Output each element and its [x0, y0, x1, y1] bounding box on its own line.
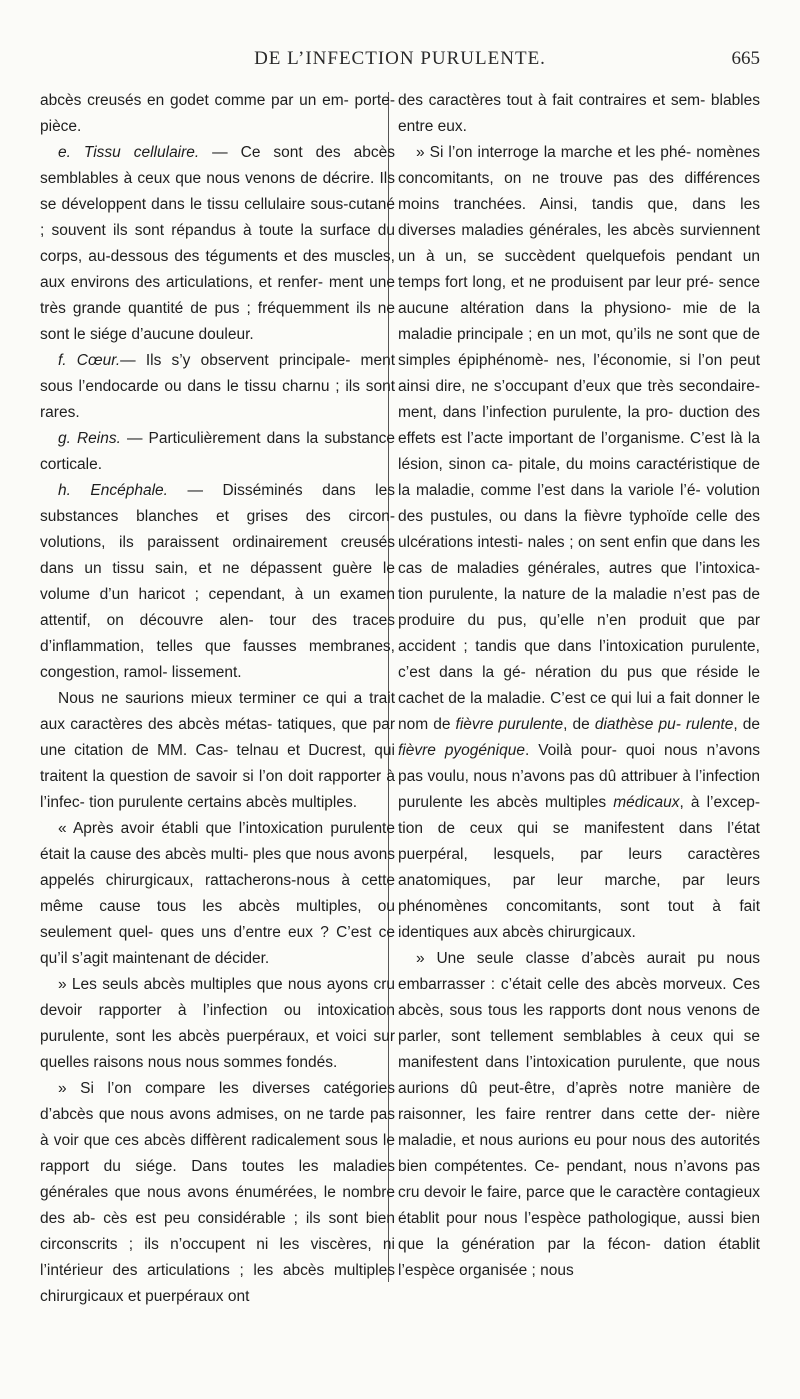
emphasis: fièvre pyogénique	[398, 742, 525, 759]
paragraph-coeur	[40, 348, 395, 426]
paragraph-text: , à l’excep- tion de ceux qui se manifestent dans l’état puerpéral, lesquels, par leurs caractères anatomiques, par leur marche, par leurs phénomènes concomitants, sont tout à fait identiques aux abcès chirurgicaux.	[398, 794, 760, 941]
emphasis: médicaux	[613, 794, 680, 811]
paragraph: » Les seuls abcès multiples que nous ayons cru devoir rapporter à l’infection ou intoxication purulente, sont les abcès puerpéraux, et voici sur quelles raisons nous nous sommes fondés.	[40, 976, 395, 1071]
paragraph: » Si l’on compare les diverses catégories d’abcès que nous avons admises, on ne tarde pas à voir que ces abcès diffèrent radicalement sous le rapport du siége. Dans toutes les maladies générales que nous avons énumérées, le nombre des ab- cès est peu considérable ; ils sont bien circonscrits ; ils n’occupent ni les viscères, ni l’intérieur des articulations ; les abcès multiples chirurgicaux et puerpéraux ont	[40, 1080, 395, 1305]
page-title: DE L’INFECTION PURULENTE.	[254, 48, 546, 69]
paragraph: » Une seule classe d’abcès aurait pu nous embarrasser : c’était celle des abcès morveux. Ces abcès, sous tous les rapports dont nous venons de parler, sont tellement semblables à ceux qui se manifestent dans l’intoxication purulente, que nous aurions dû peut-être, d’après notre manière de raisonner, les faire rentrer dans cette der- nière maladie, et nous aurions eu pour nous des autorités bien compétentes. Ce- pendant, nous n’avons pas cru devoir le faire, parce que le caractère contagieux établit pour nous l’espèce pathologique, aussi bien que la génération par la fécon- dation établit l’espèce organisée ; nous	[398, 950, 760, 1279]
paragraph-text: » Si l’on interroge la marche et les phé- nomènes concomitants, on ne trouve pas des différences moins tranchées. Ainsi, tandis que, dans les diverses maladies générales, les abcès surviennent un à un, se succèdent quelquefois pendant un temps fort long, et ne produisent par leur pré- sence aucune altération dans la physiono- mie de la maladie principale ; en un mot, qu’ils ne sont que de simples épiphénomè- nes, l’économie, si l’on peut ainsi dire, ne s’occupant d’eux que très secondaire- ment, dans l’infection purulente, la pro- duction des effets est l’acte important de l’organisme. C’est là la lésion, sinon ca- pitale, du moins caractéristique de la maladie, comme l’est dans la variole l’é- volution des pustules, ou dans la fièvre typhoïde celle des ulcérations intesti- nales ; on sent enfin que dans les cas de maladies générales, autres que l’intoxica- tion purulente, la nature de la maladie n’est pas de produire du pus, qu’elle n’en produit que par accident ; tandis que dans l’intoxication purulente, c’est dans la gé- nération du pus que réside le cachet de la maladie. C’est ce qui lui a fait donner le nom de	[398, 144, 760, 733]
running-head	[40, 48, 760, 78]
emphasis: fièvre purulente	[455, 716, 564, 733]
paragraph-text: — Disséminés dans les substances blanches et grises des circon- volutions, ils paraissent ordinairement creusés dans un tissu sain, et ne dépassent guère le volume d’un haricot ; cependant, à un examen attentif, on découvre alen- tour des traces d’inflammation, telles que fausses membranes, congestion, ramol- lissement.	[40, 482, 395, 681]
paragraph-text: — Particulièrement dans la substance corticale.	[40, 430, 396, 473]
section-label: f. Cœur.	[58, 352, 121, 369]
paragraph-text: , de	[733, 716, 760, 733]
page-number: 665	[731, 48, 760, 69]
paragraph-text: . Voilà pour- quoi nous n’avons pas voulu, nous n’avons pas dû attribuer à l’infection purulente les abcès multiples	[398, 742, 760, 811]
paragraph	[398, 140, 760, 946]
paragraph: des caractères tout à fait contraires et sem- blables entre eux.	[398, 92, 760, 135]
right-column	[398, 88, 760, 1284]
section-label: h. Encéphale.	[58, 482, 168, 499]
paragraph-encephale	[40, 478, 395, 686]
paragraph: « Après avoir établi que l’intoxication purulente était la cause des abcès multi- ples que nous avons appelés chirurgicaux, rattacherons-nous à cette même cause tous les abcès multiples, ou seulement quel- ques uns d’entre eux ? C’est ce qu’il s’agit maintenant de décider.	[40, 820, 395, 967]
left-column	[40, 88, 395, 1310]
section-label: e. Tissu cellulaire.	[58, 144, 200, 161]
section-label: g. Reins.	[58, 430, 121, 447]
paragraph-text: — Ils s’y observent principale- ment sous l’endocarde ou dans le tissu charnu ; ils sont rares.	[40, 352, 395, 421]
emphasis: diathèse pu- rulente	[594, 716, 734, 733]
paragraph: Nous ne saurions mieux terminer ce qui a trait aux caractères des abcès métas- tatiques, que par une citation de MM. Cas- telnau et Ducrest, qui traitent la question de savoir si l’on doit rapporter à l’infec- tion purulente certains abcès multiples.	[40, 690, 395, 811]
paragraph-tissu-cellulaire	[40, 140, 395, 348]
paragraph: abcès creusés en godet comme par un em- porte-pièce.	[40, 92, 395, 135]
paragraph-text: — Ce sont des abcès semblables à ceux que nous venons de décrire. Ils se développent dans le tissu cellulaire sous-cutané ; souvent ils sont répandus à toute la surface du corps, au-dessous des téguments et des muscles, aux environs des articulations, et renfer- ment une très grande quantité de pus ; fréquemment ils ne sont le siége d’aucune douleur.	[40, 144, 395, 343]
paragraph-reins	[40, 426, 395, 478]
paragraph-text: , de	[563, 716, 595, 733]
